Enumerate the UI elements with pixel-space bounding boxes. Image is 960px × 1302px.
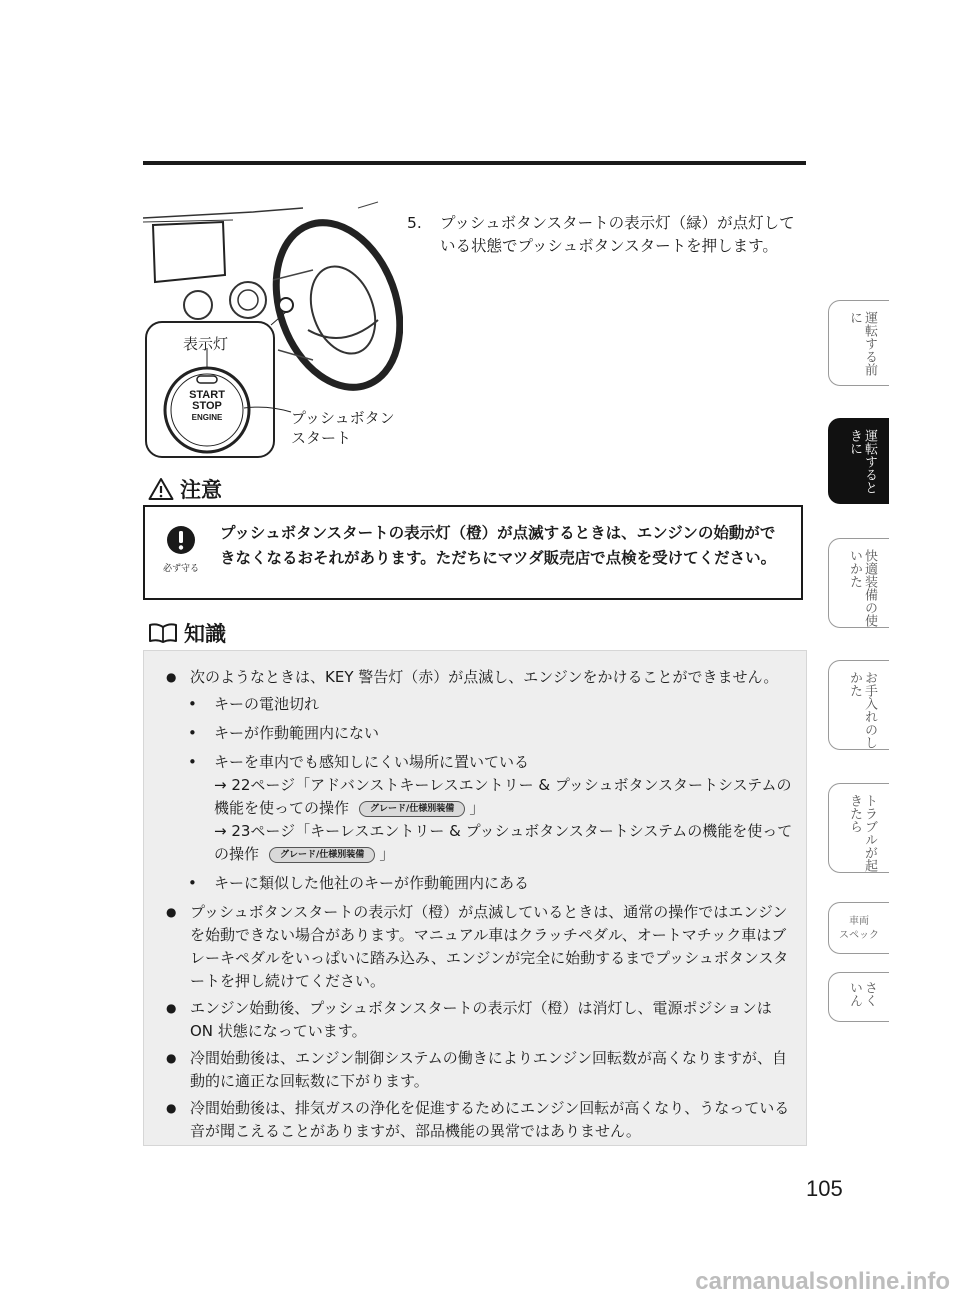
- grade-spec-badge: グレード/仕様別装備: [269, 847, 375, 863]
- caution-box: [143, 505, 803, 600]
- tab-maintenance[interactable]: [828, 660, 889, 750]
- push-button-illustration: [143, 200, 403, 462]
- exclamation-circle-icon: [166, 525, 196, 555]
- page-number: 105: [806, 1176, 843, 1201]
- reference-close: 」: [379, 845, 395, 863]
- sub-list-item: • キーを車内でも感知しにくい場所に置いている: [166, 751, 794, 774]
- sub-list-item: • キーの電池切れ: [166, 693, 794, 716]
- caution-heading: [148, 474, 222, 504]
- tab-label-line2: スペック: [839, 930, 879, 941]
- watermark: carmanualsonline.info: [695, 1268, 950, 1295]
- push-button-label-line2: スタート: [291, 429, 352, 447]
- knowledge-heading: [148, 618, 226, 648]
- push-button-label: [291, 408, 395, 448]
- top-rule: [143, 161, 806, 165]
- tab-label: お手入れのしかた: [847, 671, 877, 749]
- tab-before-driving[interactable]: [828, 300, 889, 386]
- tab-label-line1: 車両: [849, 916, 869, 927]
- page-reference-22: [166, 774, 794, 820]
- reference-text: → 22ページ「アドバンストキーレスエントリー & プッシュボタンスタートシステムの機能を使っての操作: [214, 776, 792, 817]
- tab-label: 運転する前に: [847, 311, 877, 376]
- step-text: プッシュボタンスタートの表示灯（緑）が点灯している状態でプッシュボタンスタートを押します。: [440, 214, 795, 255]
- tab-label: さくいん: [847, 981, 877, 1007]
- tab-label: 快適装備の使いかた: [847, 549, 877, 627]
- reference-text: → 23ページ「キーレスエントリー & プッシュボタンスタートシステムの機能を使っての操作: [214, 822, 793, 863]
- knowledge-heading-text: 知識: [184, 622, 226, 646]
- must-follow-label: 必ず守る: [162, 564, 199, 574]
- list-item: ● プッシュボタンスタートの表示灯（橙）が点滅しているときは、通常の操作ではエンジンを始動できない場合があります。マニュアル車はクラッチペダル、オートマチック車はブレーキペダルをいっぱいに踏み込み、エンジンが完全に始動するまでプッシュボタンスタートを押し続けてください。: [166, 901, 794, 993]
- tab-label: 運転するときに: [847, 429, 877, 494]
- button-stop-text: STOP: [192, 400, 222, 412]
- open-book-icon: [148, 622, 178, 644]
- list-item: ● 冷間始動後は、排気ガスの浄化を促進するためにエンジン回転が高くなり、うなっている音が聞こえることがありますが、部品機能の異常ではありません。: [166, 1097, 794, 1143]
- start-stop-button-text: [177, 390, 237, 423]
- knowledge-content: [166, 666, 794, 1147]
- knowledge-box: [143, 650, 807, 1146]
- button-engine-text: ENGINE: [191, 413, 223, 422]
- tab-specifications[interactable]: [828, 902, 889, 954]
- tab-index[interactable]: [828, 972, 889, 1022]
- push-button-label-line1: プッシュボタン: [291, 409, 395, 427]
- step-number: 5.: [407, 214, 422, 232]
- caution-text: プッシュボタンスタートの表示灯（橙）が点滅するときは、エンジンの始動ができなくなるおそれがあります。ただちにマツダ販売店で点検を受けてください。: [220, 524, 777, 567]
- caution-heading-text: 注意: [180, 478, 222, 502]
- step-5: [407, 212, 807, 258]
- must-follow-mark: [161, 525, 201, 574]
- tab-label: トラブルが起きたら: [847, 794, 877, 872]
- reference-close: 」: [469, 799, 485, 817]
- sub-list-item: • キーが作動範囲内にない: [166, 722, 794, 745]
- tab-while-driving[interactable]: [828, 418, 889, 504]
- list-item: ● 次のようなときは、KEY 警告灯（赤）が点滅し、エンジンをかけることができません。: [166, 666, 794, 689]
- tab-comfort-features[interactable]: [828, 538, 889, 628]
- tab-label: [829, 915, 889, 943]
- button-start-text: START: [189, 389, 225, 401]
- sub-list-item: • キーに類似した他社のキーが作動範囲内にある: [166, 872, 794, 895]
- list-item: ● 冷間始動後は、エンジン制御システムの働きによりエンジン回転数が高くなりますが、自動的に適正な回転数に下がります。: [166, 1047, 794, 1093]
- page-reference-23: [166, 820, 794, 866]
- tab-troubleshooting[interactable]: [828, 783, 889, 873]
- indicator-label: 表示灯: [183, 335, 229, 353]
- grade-spec-badge: グレード/仕様別装備: [359, 801, 465, 817]
- list-item: ● エンジン始動後、プッシュボタンスタートの表示灯（橙）は消灯し、電源ポジションは ON 状態になっています。: [166, 997, 794, 1043]
- warning-triangle-icon: [148, 477, 174, 501]
